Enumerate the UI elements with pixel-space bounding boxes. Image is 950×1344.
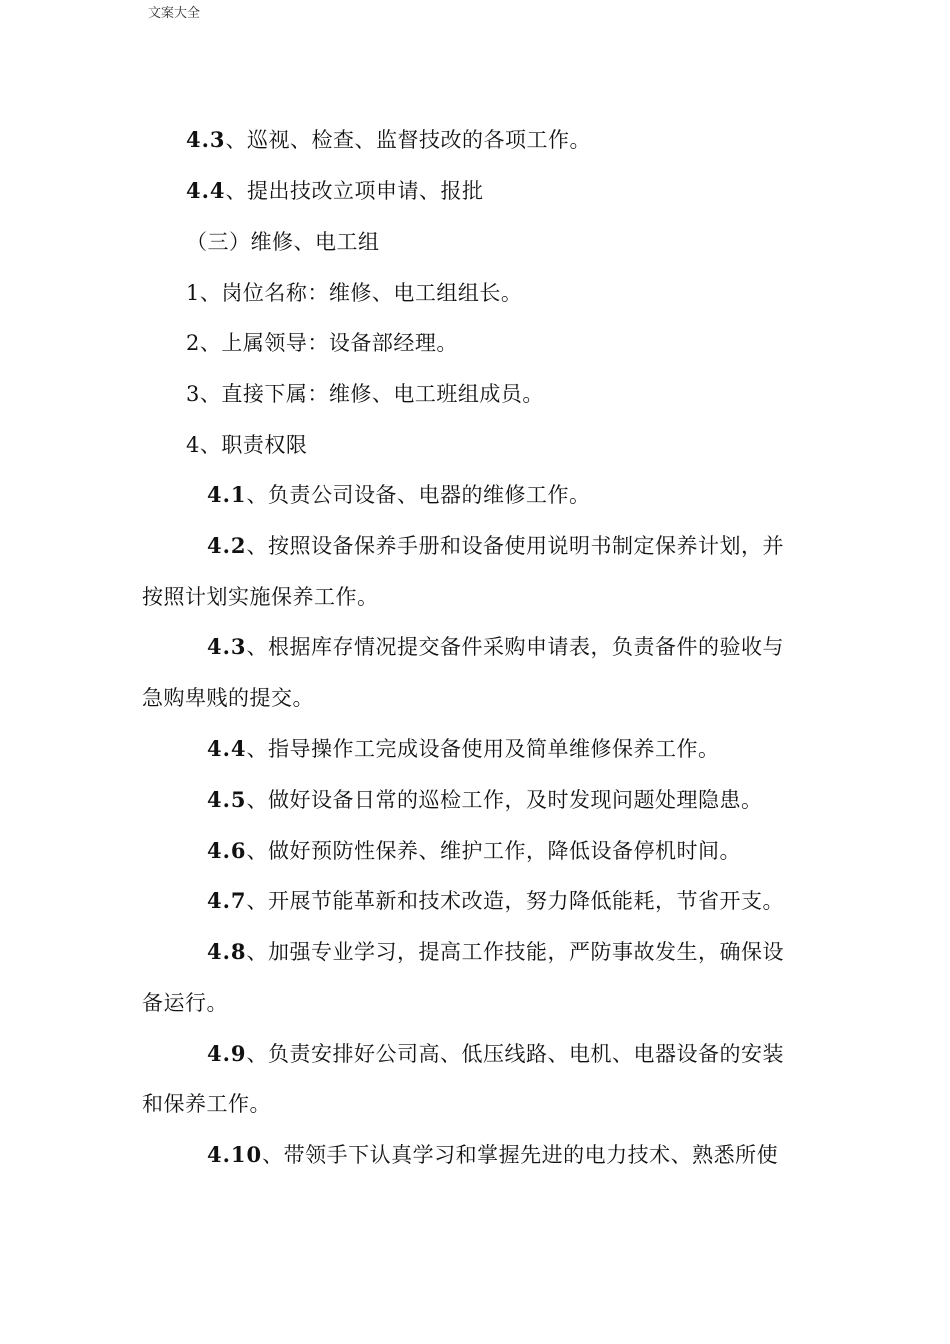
item-number: 4.5 [207, 787, 247, 812]
paragraph-line [207, 938, 784, 966]
line-text: 备运行。 [142, 991, 228, 1015]
paragraph-line-continued [142, 989, 228, 1017]
item-number: 4.4 [207, 736, 247, 761]
header-watermark: 文案大全 [148, 6, 201, 21]
paragraph-line [207, 786, 763, 814]
line-text: （三）维修、电工组 [186, 230, 380, 254]
line-text: 、提出技改立项申请、报批 [225, 179, 484, 203]
paragraph-line-continued [142, 684, 314, 712]
line-text: 、带领手下认真学习和掌握先进的电力技术、熟悉所使 [262, 1143, 779, 1167]
line-text: 、加强专业学习，提高工作技能，严防事故发生，确保设 [246, 940, 785, 964]
line-text: 、指导操作工完成设备使用及简单维修保养工作。 [246, 737, 720, 761]
paragraph-line [186, 177, 484, 205]
line-text: 、做好设备日常的巡检工作，及时发现问题处理隐患。 [246, 788, 763, 812]
paragraph-line [207, 1141, 778, 1169]
paragraph-line [207, 887, 784, 915]
line-text: 、巡视、检查、监督技改的各项工作。 [225, 128, 592, 152]
paragraph-line [186, 329, 458, 357]
line-text: 、按照设备保养手册和设备使用说明书制定保养计划，并 [246, 534, 785, 558]
paragraph-line [186, 380, 544, 408]
paragraph-line [207, 481, 591, 509]
item-number: 4.4 [186, 178, 226, 203]
line-text: 2、上属领导：设备部经理。 [186, 331, 458, 355]
line-text: 按照计划实施保养工作。 [142, 585, 379, 609]
line-text: 、做好预防性保养、维护工作，降低设备停机时间。 [246, 839, 742, 863]
paragraph-line [186, 279, 522, 307]
line-text: 急购卑贱的提交。 [142, 686, 314, 710]
line-text: 、负责安排好公司高、低压线路、电机、电器设备的安装 [246, 1042, 785, 1066]
item-number: 4.7 [207, 888, 247, 913]
paragraph-line [207, 633, 784, 661]
paragraph-line [186, 431, 307, 459]
item-number: 4.10 [207, 1142, 263, 1167]
item-number: 4.6 [207, 838, 247, 863]
line-text: 、负责公司设备、电器的维修工作。 [246, 483, 591, 507]
line-text: 4、职责权限 [186, 433, 308, 457]
paragraph-line [207, 837, 741, 865]
line-text: 和保养工作。 [142, 1092, 271, 1116]
item-number: 4.8 [207, 939, 247, 964]
paragraph-line [186, 126, 591, 154]
item-number: 4.1 [207, 482, 247, 507]
section-heading [186, 228, 380, 256]
item-number: 4.3 [207, 634, 247, 659]
line-text: 3、直接下属：维修、电工班组成员。 [186, 382, 544, 406]
paragraph-line [207, 735, 720, 763]
line-text: 1、岗位名称：维修、电工组组长。 [186, 281, 523, 305]
line-text: 、根据库存情况提交备件采购申请表，负责备件的验收与 [246, 635, 785, 659]
item-number: 4.3 [186, 127, 226, 152]
paragraph-line-continued [142, 583, 379, 611]
paragraph-line-continued [142, 1090, 271, 1118]
line-text: 、开展节能革新和技术改造，努力降低能耗，节省开支。 [246, 889, 785, 913]
paragraph-line [207, 1040, 784, 1068]
paragraph-line [207, 532, 784, 560]
item-number: 4.2 [207, 533, 247, 558]
item-number: 4.9 [207, 1041, 247, 1066]
